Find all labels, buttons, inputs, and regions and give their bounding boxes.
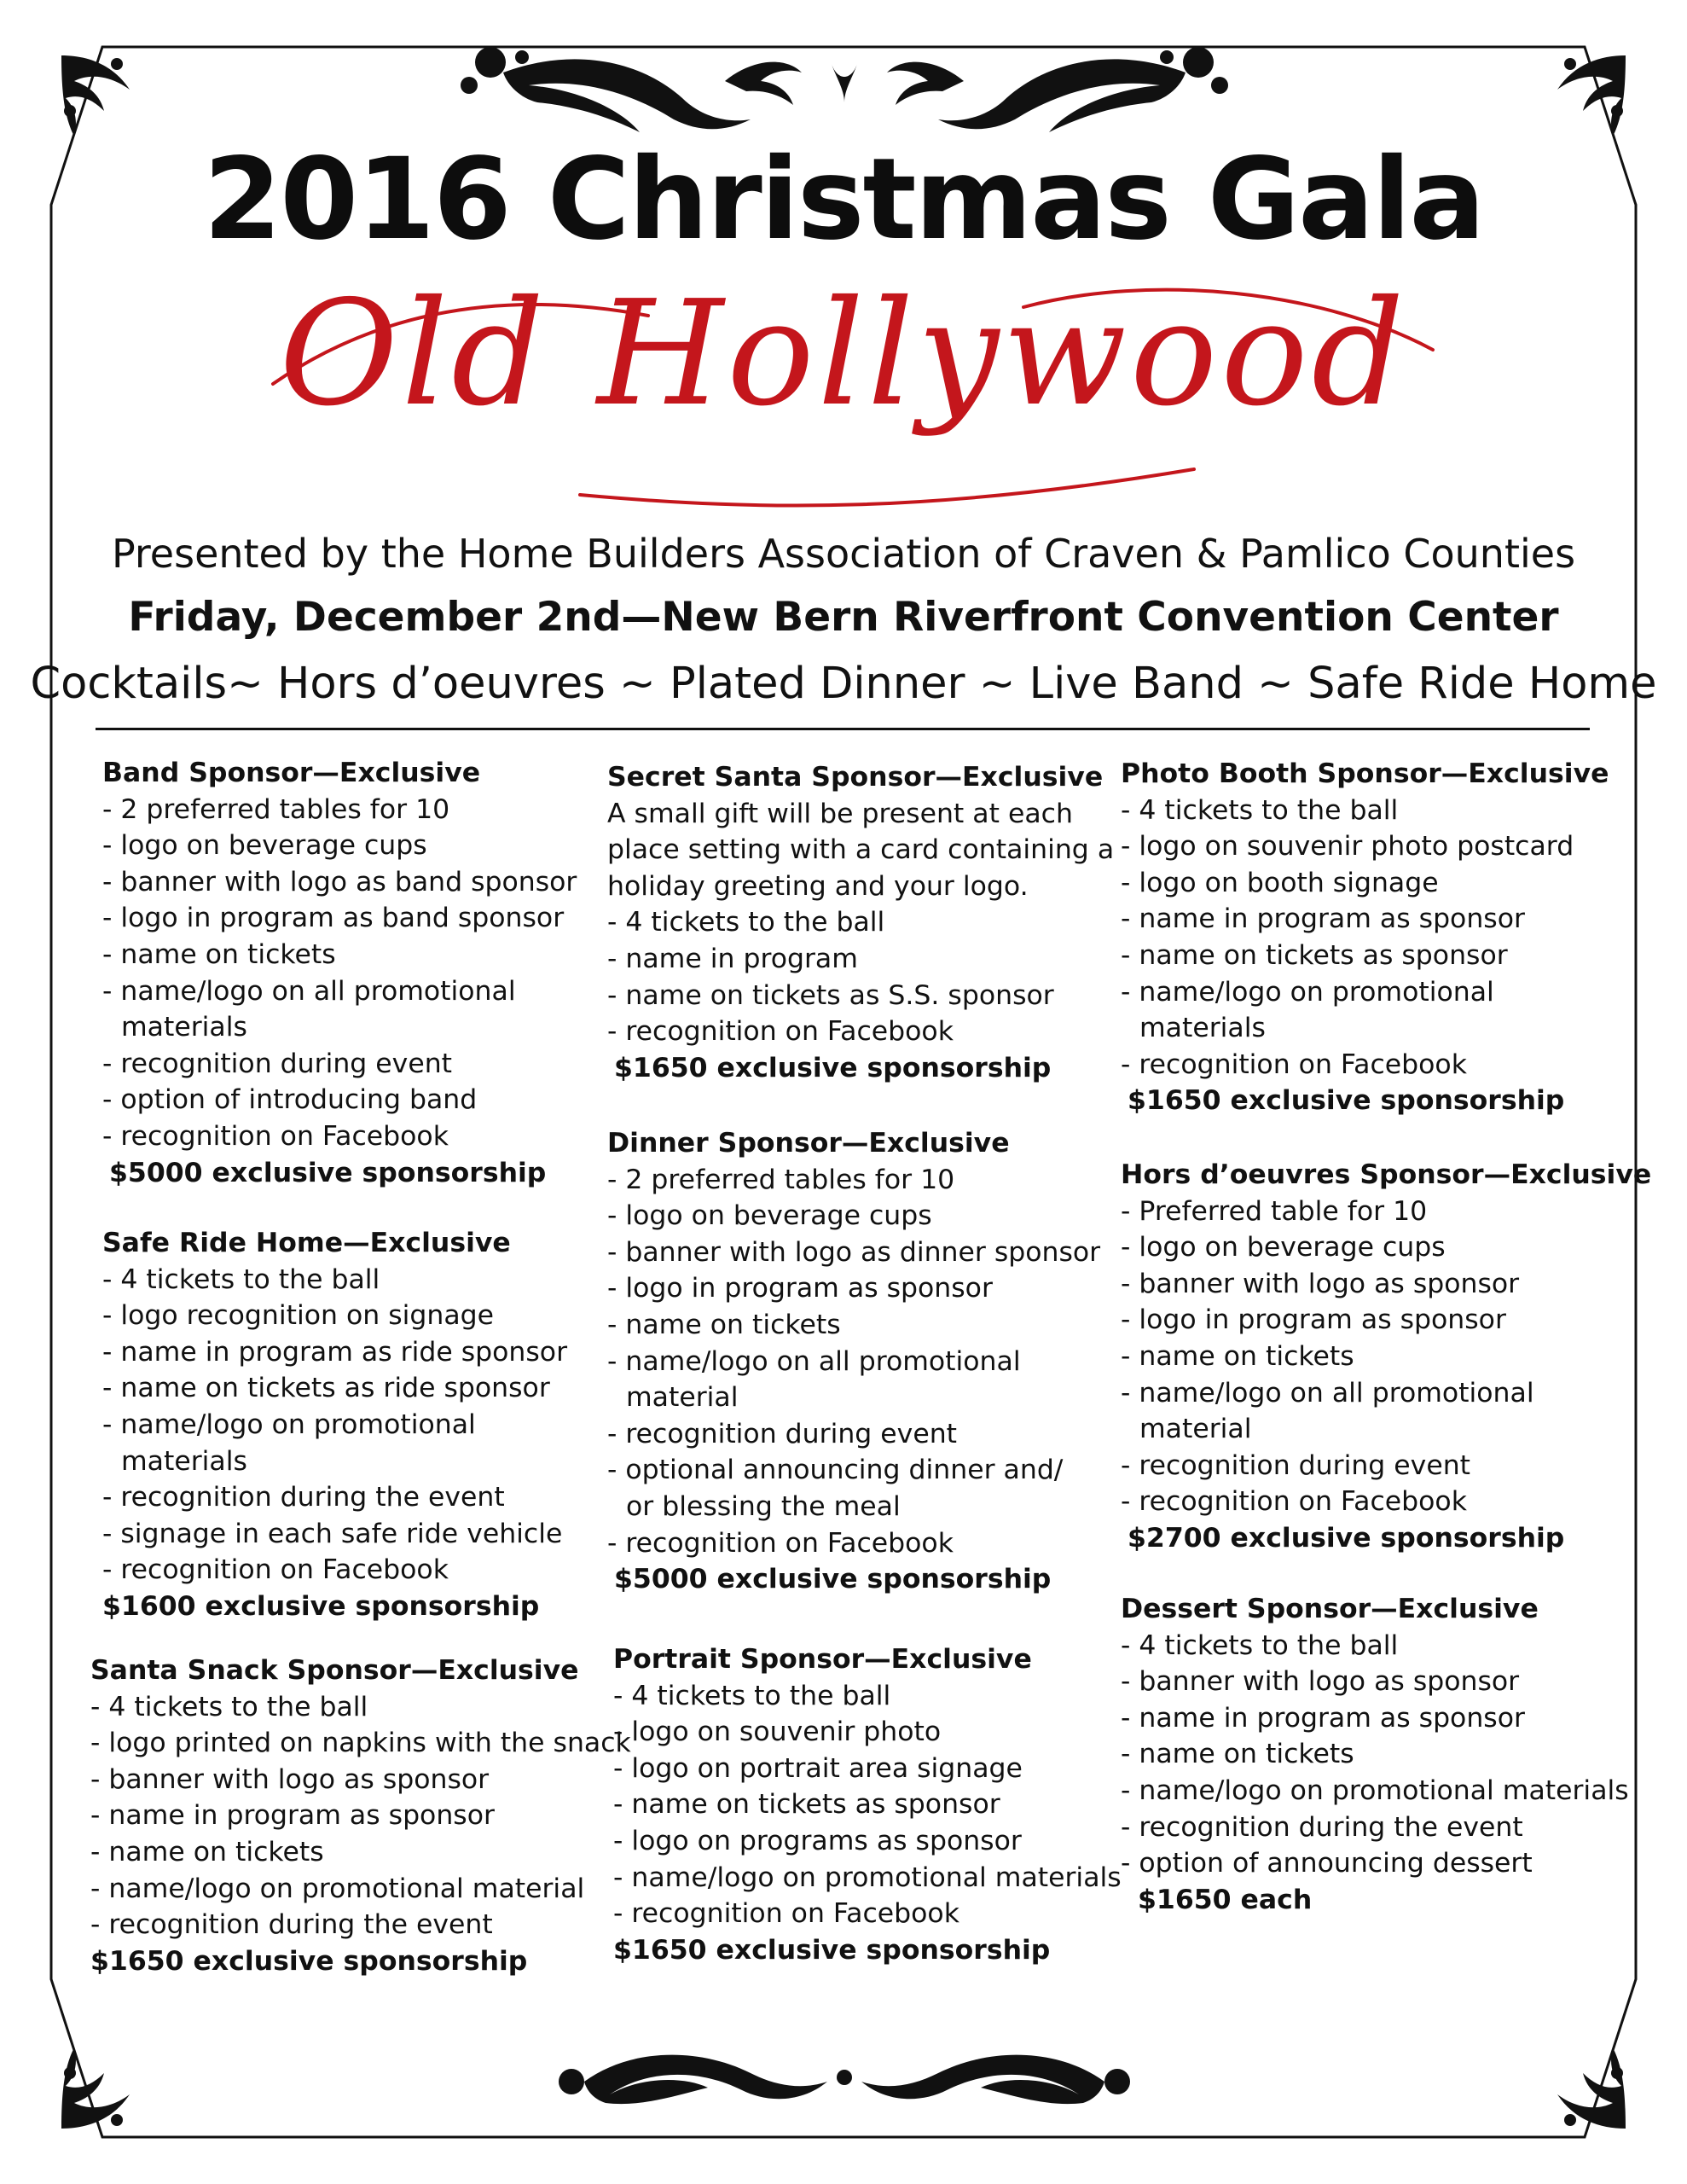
list-item: - logo on beverage cups [607,1200,932,1232]
list-item: - name in program as sponsor [1121,1702,1525,1734]
list-item: - name on tickets as ride sponsor [102,1373,550,1404]
list-item: - logo on booth signage [1121,867,1439,898]
list-item: - 4 tickets to the ball [613,1680,891,1711]
list-item: - banner with logo as sponsor [1121,1666,1520,1698]
list-item: - recognition during the event [90,1909,493,1941]
safe-ride-sponsor-block [102,1225,567,1625]
date-venue-line: Friday, December 2nd—New Bern Riverfront Convention Center [128,594,1559,641]
list-item: - logo on programs as sponsor [613,1825,1022,1856]
list-item: - option of introducing band [102,1084,478,1116]
dessert-price: $1650 each [1138,1884,1313,1915]
list-item: - 4 tickets to the ball [90,1691,368,1722]
list-item: - option of announcing dessert [1121,1848,1533,1879]
secret-santa-heading: Secret Santa Sponsor—Exclusive [607,762,1104,793]
corner-flourish-bottom-left [53,2035,155,2137]
list-item: - banner with logo as dinner sponsor [607,1236,1101,1268]
dessert-sponsor-block [1121,1591,1629,1918]
list-item: - name/logo on promotional [102,1409,476,1440]
list-item: - 4 tickets to the ball [607,907,885,938]
portrait-sponsor-block [613,1641,1122,1968]
corner-flourish-top-left [53,47,155,149]
list-item: materials [121,1445,247,1477]
presented-by-line: Presented by the Home Builders Association of Craven & Pamlico Counties [111,531,1576,577]
list-item: - name on tickets as sponsor [1121,939,1508,971]
secret-santa-price: $1650 exclusive sponsorship [614,1052,1052,1083]
list-item: - recognition during the event [1121,1811,1523,1843]
hors-doeuvres-price: $2700 exclusive sponsorship [1128,1522,1565,1554]
list-item: - 4 tickets to the ball [1121,794,1399,826]
list-item: - name/logo on promotional [1121,976,1494,1008]
corner-flourish-bottom-right [1532,2035,1634,2137]
list-item: - logo on beverage cups [1121,1232,1446,1263]
list-item: - name/logo on promotional materials [613,1862,1122,1893]
hors-doeuvres-sponsor-block [1121,1157,1651,1557]
list-item: - logo in program as sponsor [1121,1304,1506,1336]
corner-flourish-top-right [1532,47,1634,149]
band-sponsor-price: $5000 exclusive sponsorship [109,1157,547,1188]
list-item: - recognition on Facebook [613,1898,959,1930]
header-divider [96,728,1590,730]
list-item: - name in program as ride sponsor [102,1336,568,1368]
list-item: - recognition on Facebook [102,1120,449,1152]
list-item: - signage in each safe ride vehicle [102,1518,563,1549]
list-item: - name in program as sponsor [1121,903,1525,935]
list-item: - optional announcing dinner and/ [607,1455,1064,1486]
list-item: - recognition during event [102,1048,453,1079]
list-item: - name/logo on all promotional [102,975,516,1007]
list-item: - name on tickets as sponsor [613,1789,1000,1821]
santa-snack-heading: Santa Snack Sponsor—Exclusive [90,1655,579,1686]
event-theme-script: Old Hollywood [279,270,1408,439]
list-item: - recognition on Facebook [607,1016,954,1048]
list-item: - banner with logo as band sponsor [102,866,577,897]
list-item: materials [1139,1013,1266,1044]
list-item: - recognition during event [1121,1449,1471,1481]
secret-santa-sponsor-block [607,759,1114,1086]
list-item: - name/logo on promotional materials [1121,1774,1629,1806]
list-item: - logo on portrait area signage [613,1752,1023,1784]
band-sponsor-block [102,755,577,1191]
top-scroll-flourish [443,38,1245,145]
list-item: - name on tickets [607,1309,841,1340]
list-item: - 2 preferred tables for 10 [607,1164,955,1195]
list-item: place setting with a card containing a [607,834,1115,866]
list-item: holiday greeting and your logo. [607,870,1029,902]
list-item: - name in program as sponsor [90,1800,495,1832]
list-item: materials [121,1012,247,1043]
list-item: - logo printed on napkins with the snack [90,1728,631,1759]
safe-ride-price: $1600 exclusive sponsorship [102,1590,540,1622]
list-item: - 4 tickets to the ball [1121,1629,1399,1661]
list-item: material [1139,1414,1252,1445]
safe-ride-heading: Safe Ride Home—Exclusive [102,1228,511,1258]
list-item: - logo in program as band sponsor [102,903,565,934]
band-sponsor-heading: Band Sponsor—Exclusive [102,758,481,788]
list-item: - logo in program as sponsor [607,1273,993,1304]
list-item: - 4 tickets to the ball [102,1263,380,1295]
list-item: - logo on souvenir photo postcard [1121,831,1574,863]
list-item: - name on tickets [102,938,336,970]
list-item: - name on tickets [1121,1340,1354,1372]
photo-booth-sponsor-block [1121,756,1609,1119]
photo-booth-price: $1650 exclusive sponsorship [1128,1085,1565,1117]
list-item: A small gift will be present at each [607,798,1073,829]
list-item: - Preferred table for 10 [1121,1195,1428,1227]
list-item: - recognition on Facebook [102,1554,449,1586]
santa-snack-price: $1650 exclusive sponsorship [90,1945,528,1977]
list-item: - 2 preferred tables for 10 [102,793,450,825]
dinner-heading: Dinner Sponsor—Exclusive [607,1128,1010,1159]
list-item: - recognition on Facebook [1121,1486,1467,1518]
list-item: - name/logo on promotional material [90,1873,585,1904]
dessert-heading: Dessert Sponsor—Exclusive [1121,1594,1539,1624]
list-item: - recognition during event [607,1418,958,1449]
photo-booth-heading: Photo Booth Sponsor—Exclusive [1121,758,1609,789]
santa-snack-sponsor-block [90,1653,631,1979]
list-item: - recognition during the event [102,1482,505,1513]
list-item: material [626,1382,739,1414]
list-item: - name on tickets as S.S. sponsor [607,979,1054,1011]
list-item: - name in program [607,943,858,974]
list-item: - logo on beverage cups [102,830,427,862]
dinner-sponsor-block [607,1125,1100,1598]
list-item: - name/logo on all promotional [1121,1377,1534,1409]
list-item: - name/logo on all promotional [607,1345,1021,1377]
list-item: - banner with logo as sponsor [1121,1268,1520,1299]
amenities-line: Cocktails~ Hors d’oeuvres ~ Plated Dinner ~ Live Band ~ Safe Ride Home [30,659,1657,709]
dinner-price: $5000 exclusive sponsorship [614,1564,1052,1595]
portrait-price: $1650 exclusive sponsorship [613,1934,1051,1966]
list-item: - banner with logo as sponsor [90,1763,490,1795]
list-item: - recognition on Facebook [1121,1048,1467,1080]
list-item: or blessing the meal [626,1490,901,1522]
portrait-heading: Portrait Sponsor—Exclusive [613,1644,1032,1675]
event-title: 2016 Christmas Gala [203,134,1484,265]
list-item: - logo recognition on signage [102,1300,495,1332]
list-item: - name on tickets [1121,1739,1354,1770]
list-item: - logo on souvenir photo [613,1716,942,1748]
hors-doeuvres-heading: Hors d’oeuvres Sponsor—Exclusive [1121,1159,1652,1190]
bottom-scroll-flourish [537,2035,1151,2124]
list-item: - name on tickets [90,1836,324,1867]
list-item: - recognition on Facebook [607,1527,954,1559]
